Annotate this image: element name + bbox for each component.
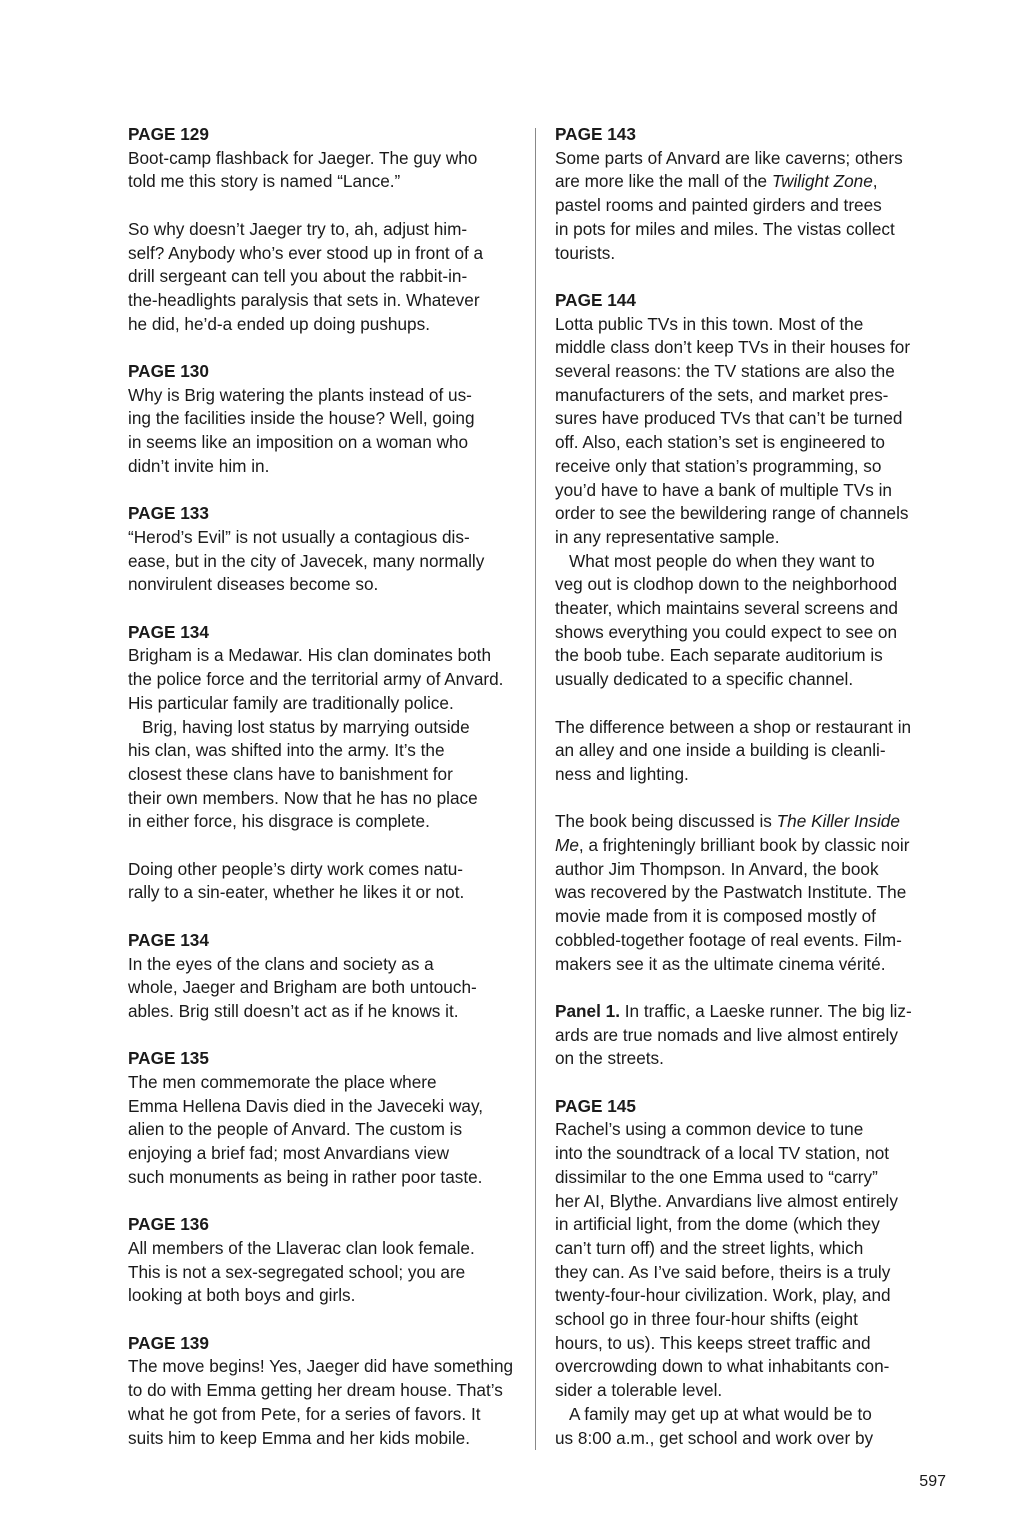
column-divider xyxy=(535,128,536,1450)
section-heading: PAGE 145 xyxy=(555,1095,636,1116)
section-heading: PAGE 130 xyxy=(128,361,209,381)
note-section xyxy=(555,716,947,787)
note-paragraph xyxy=(128,1237,516,1308)
section-heading: PAGE 143 xyxy=(555,124,636,144)
panel-label: Panel 1. xyxy=(555,1000,620,1021)
right-column xyxy=(555,123,947,1450)
paragraph-text: Rachel’s using a common device to tune into the soundtrack of a local TV station, not dissimilar to the one Emma used to “carry” her AI, Blythe. Anvardians live almost entirely in artificial light, from the dome (which they can’t turn off) and the street lights, which they can. As I’ve said before, theirs is a truly twenty-four-hour civilization. Work, play, and school go in three four-hour shifts (eight hours, to us). This keeps street traffic and overcrowding down to what inhabitants con- sider a tolerable level. xyxy=(555,1119,898,1401)
note-section xyxy=(128,123,516,194)
note-section xyxy=(555,289,947,692)
paragraph-text: Some parts of Anvard are like caverns; others are more like the mall of the Twilight Zone, pastel rooms and painted girders and trees in pots for miles and miles. The vistas collect tourists. xyxy=(555,147,903,263)
paragraph-text: Doing other people’s dirty work comes natu- rally to a sin-eater, whether he likes it or not. xyxy=(128,858,465,903)
paragraph-text: Brig, having lost status by marrying outside his clan, was shifted into the army. It’s the closest these clans have to banishment for their own members. Now that he has no place in either force, his disgrace is complete. xyxy=(128,716,478,832)
paragraph-text: The difference between a shop or restaurant in an alley and one inside a building is cleanli- ness and lighting. xyxy=(555,716,912,784)
page-number: 597 xyxy=(919,1473,946,1490)
paragraph-text: In the eyes of the clans and society as a whole, Jaeger and Brigham are both untouch- ables. Brig still doesn’t act as if he knows it. xyxy=(128,953,477,1021)
note-paragraph xyxy=(128,218,516,337)
note-section xyxy=(128,502,516,597)
paragraph-text: The men commemorate the place where Emma Hellena Davis died in the Javeceki way, alien to the people of Anvard. The custom is enjoying a brief fad; most Anvardians view such monuments as being in rather poor taste. xyxy=(128,1072,484,1187)
paragraph-text: The book being discussed is The Killer Inside Me, a frighteningly brilliant book by classic noir author Jim Thompson. In Anvard, the book was recovered by the Pastwatch Institute. The movie made from it is composed mostly of cobbled-together footage of real events. Film- makers see it as the ultimate cinema vérité. xyxy=(555,811,910,974)
note-section xyxy=(555,123,947,265)
note-paragraph xyxy=(555,147,947,266)
note-paragraph xyxy=(555,810,947,976)
note-paragraph xyxy=(555,716,947,787)
paragraph-text: Lotta public TVs in this town. Most of the middle class don’t keep TVs in their houses for several reasons: the TV stations are also the manufacturers of the sets, and market pres- sures have produced TVs that can’t be turned off. Also, each station’s set is engineered to receive only that station’s programming, so you’d have to have a bank of multiple TVs in order to see the bewildering range of channels in any representative sample. xyxy=(555,313,911,547)
paragraph-text: What most people do when they want to veg out is clodhop down to the neighborhood theater, which maintains several screens and shows everything you could expect to see on the boob tube. Each separate auditorium is usually dedicated to a specific channel. xyxy=(555,550,898,690)
note-paragraph xyxy=(128,716,516,835)
note-paragraph xyxy=(128,147,516,194)
note-paragraph xyxy=(555,1118,947,1402)
note-section xyxy=(555,810,947,976)
note-paragraph xyxy=(555,313,947,550)
section-heading: PAGE 144 xyxy=(555,289,636,310)
section-heading: PAGE 133 xyxy=(128,503,209,524)
section-heading: PAGE 139 xyxy=(128,1332,209,1353)
note-section xyxy=(555,1000,947,1071)
note-section xyxy=(128,360,516,479)
note-section xyxy=(128,1332,516,1451)
paragraph-text: Boot-camp flashback for Jaeger. The guy who told me this story is named “Lance.” xyxy=(128,147,478,192)
section-heading: PAGE 134 xyxy=(128,929,209,950)
note-section xyxy=(128,929,516,1024)
paragraph-text: “Herod’s Evil” is not usually a contagious dis- ease, but in the city of Javecek, many normally nonvirulent diseases become so. xyxy=(128,526,485,595)
note-paragraph xyxy=(555,550,947,692)
note-paragraph xyxy=(128,953,516,1024)
paragraph-text: So why doesn’t Jaeger try to, ah, adjust him- self? Anybody who’s ever stood up in front of a drill sergeant can tell you about the rabbit-in- the-headlights paralysis that sets in. Whatever he did, he’d-a ended up doing pushups. xyxy=(128,218,484,334)
note-paragraph xyxy=(555,1403,947,1450)
note-section xyxy=(128,621,516,834)
note-paragraph xyxy=(128,858,516,905)
section-heading: PAGE 134 xyxy=(128,621,209,642)
note-paragraph xyxy=(555,1000,947,1071)
paragraph-text: A family may get up at what would be to us 8:00 a.m., get school and work over by xyxy=(555,1403,874,1448)
note-paragraph xyxy=(128,1355,516,1450)
note-paragraph xyxy=(128,1071,516,1190)
note-section xyxy=(555,1095,947,1451)
paragraph-text: In traffic, a Laeske runner. The big liz- ards are true nomads and live almost entirely on the streets. xyxy=(555,1000,912,1069)
section-heading: PAGE 129 xyxy=(128,124,209,144)
section-heading: PAGE 136 xyxy=(128,1214,209,1235)
left-column xyxy=(128,123,516,1450)
section-heading: PAGE 135 xyxy=(128,1048,209,1069)
paragraph-text: Why is Brig watering the plants instead of us- ing the facilities inside the house? Well, going in seems like an imposition on a woman who didn’t invite him in. xyxy=(128,384,475,476)
note-section xyxy=(128,1213,516,1308)
note-paragraph xyxy=(128,384,516,479)
paragraph-text: All members of the Llaverac clan look female. This is not a sex-segregated school; you are looking at both boys and girls. xyxy=(128,1237,475,1306)
note-paragraph xyxy=(128,644,516,715)
note-section xyxy=(128,1047,516,1189)
note-section xyxy=(128,218,516,337)
paragraph-text: The move begins! Yes, Jaeger did have something to do with Emma getting her dream house. That’s what he got from Pete, for a series of favors. It suits him to keep Emma and her kids mobile. xyxy=(128,1356,514,1448)
paragraph-text: Brigham is a Medawar. His clan dominates both the police force and the territorial army of Anvard. His particular family are traditionally police. xyxy=(128,645,504,713)
note-section xyxy=(128,858,516,905)
note-paragraph xyxy=(128,526,516,597)
